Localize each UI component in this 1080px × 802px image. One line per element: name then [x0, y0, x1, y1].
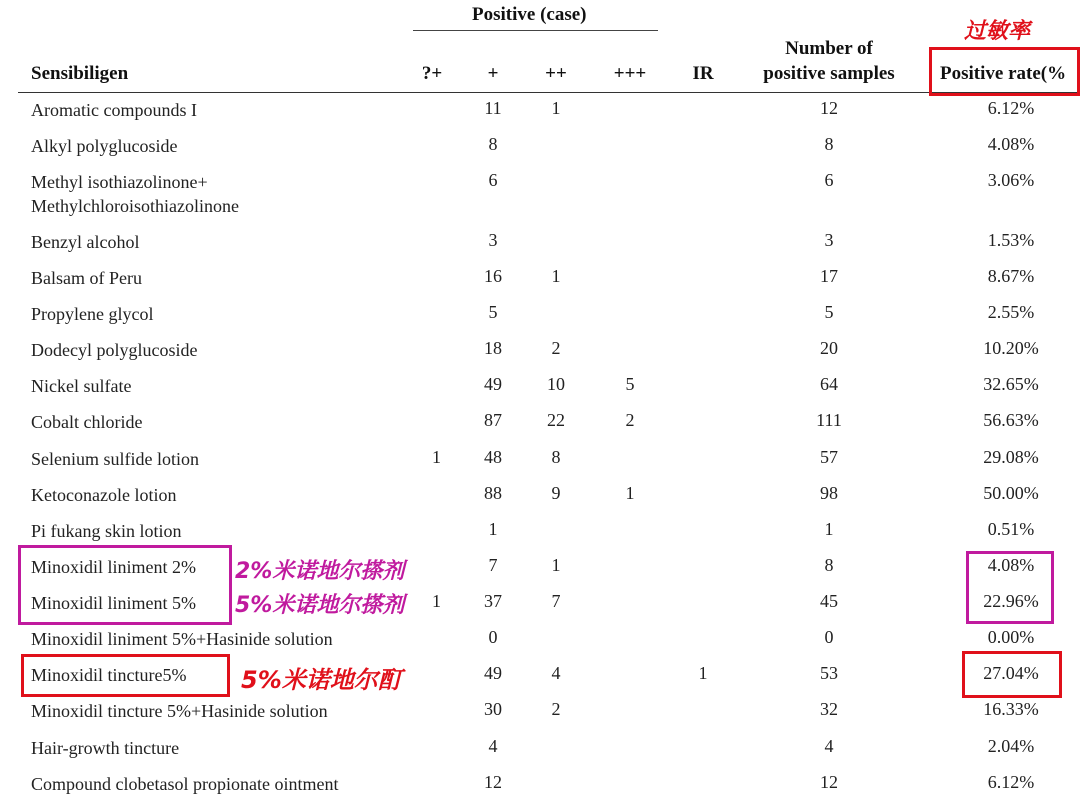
table-row: [0, 128, 1080, 164]
ir-column-header: IR: [692, 63, 714, 84]
p1-cell: 7: [488, 555, 498, 575]
sensibiligen-name-line: Ketoconazole lotion: [31, 485, 177, 505]
rate-cell: 29.08%: [983, 447, 1039, 467]
table-row: [0, 92, 1080, 128]
sensibiligen-name-line: Hair-growth tincture: [31, 738, 180, 758]
p2-cell: 2: [551, 699, 561, 719]
sensibiligen-name: [31, 736, 179, 760]
table-row: [0, 621, 1080, 657]
table-row: [0, 332, 1080, 368]
rate-cell: 10.20%: [983, 338, 1039, 358]
p1-cell: 5: [488, 302, 498, 322]
rate-cell: 0.00%: [987, 627, 1035, 647]
table-row: [0, 368, 1080, 404]
sensibiligen-name-line2: Methylchloroisothiazolinone: [31, 196, 239, 216]
n-cell: 57: [820, 447, 838, 467]
number-header-line2: positive samples: [763, 63, 895, 84]
sensibiligen-name-line: Selenium sulfide lotion: [31, 449, 199, 469]
p3-cell: 2: [625, 410, 635, 430]
sensibiligen-name: [31, 483, 176, 507]
sensibiligen-name: [31, 266, 142, 290]
n-cell: 1: [824, 519, 834, 539]
n-cell: 12: [820, 98, 838, 118]
rate-cell: 2.55%: [987, 302, 1035, 322]
p1-cell: 11: [484, 98, 502, 118]
liniment-2-annotation: 2%米诺地尔搽剂: [235, 559, 405, 584]
table-row: [0, 730, 1080, 766]
sensibiligen-name-line: Pi fukang skin lotion: [31, 521, 182, 541]
p1-cell: 87: [484, 410, 502, 430]
sensibiligen-name: [31, 170, 239, 218]
p1-cell: 3: [488, 230, 498, 250]
table-row: [0, 296, 1080, 332]
rate-cell: 0.51%: [987, 519, 1035, 539]
sensibiligen-name: [31, 519, 182, 543]
p1-cell: 49: [484, 374, 502, 394]
rate-cell: 3.06%: [987, 170, 1035, 190]
p1-cell: 4: [488, 736, 498, 756]
p2-cell: 9: [551, 483, 561, 503]
p2-cell: 7: [551, 591, 561, 611]
tincture-rate-highlight-box: [962, 651, 1062, 698]
p1-cell: 12: [484, 772, 502, 792]
p3-cell: 5: [625, 374, 635, 394]
positive-rate-highlight-box: [929, 47, 1080, 96]
p2-cell: 2: [551, 338, 561, 358]
sensibiligen-name-line: Minoxidil tincture5%: [31, 665, 187, 685]
n-cell: 53: [820, 663, 838, 683]
sensibiligen-name: [31, 772, 338, 796]
sensibiligen-name: [31, 98, 197, 122]
n-cell: 64: [820, 374, 838, 394]
table-row: Minoxidil liniment 5% 1 37 7 45 22.96%: [0, 585, 1080, 621]
rate-cell: 16.33%: [983, 699, 1039, 719]
p2-cell: 10: [547, 374, 565, 394]
sensibiligen-name: [31, 302, 153, 326]
rate-cell: 6.12%: [987, 772, 1035, 792]
positive-group-underline: [413, 30, 658, 31]
sensibiligen-name-line: Minoxidil liniment 2%: [31, 557, 196, 577]
p1-cell: 88: [484, 483, 502, 503]
q-plus-column-header: ?+: [421, 63, 443, 84]
rate-cell: 2.04%: [987, 736, 1035, 756]
n-cell: 45: [820, 591, 838, 611]
n-cell: 111: [816, 410, 842, 430]
rate-cell: 27.04%: [983, 663, 1039, 683]
p1-cell: 0: [488, 627, 498, 647]
sensibiligen-name: [31, 410, 142, 434]
sensibiligen-name-line: Compound clobetasol propionate ointment: [31, 774, 339, 794]
table-row: [0, 766, 1080, 802]
n-cell: 0: [824, 627, 834, 647]
sensibiligen-name: [31, 447, 199, 471]
sensibiligen-name-line: Balsam of Peru: [31, 268, 142, 288]
sensibiligen-column-header: Sensibiligen: [31, 63, 129, 84]
p2-cell: 1: [551, 98, 561, 118]
n-cell: 6: [824, 170, 834, 190]
p1-cell: 8: [488, 134, 498, 154]
n-cell: 20: [820, 338, 838, 358]
sensibiligen-name: [31, 374, 131, 398]
p2-cell: 4: [551, 663, 561, 683]
p3-cell: 1: [625, 483, 635, 503]
p1-cell: 49: [484, 663, 502, 683]
sensibiligen-name-line: Minoxidil tincture 5%+Hasinide solution: [31, 701, 328, 721]
n-cell: 8: [824, 134, 834, 154]
plus1-column-header: +: [487, 63, 499, 84]
sensibiligen-name: [31, 699, 328, 723]
sensibiligen-name-line: Aromatic compounds I: [31, 100, 197, 120]
sensibiligen-name-line: Nickel sulfate: [31, 376, 132, 396]
tincture-highlight-box: [21, 654, 230, 697]
n-cell: 12: [820, 772, 838, 792]
sensibiligen-name-line: Propylene glycol: [31, 304, 154, 324]
n-cell: 8: [824, 555, 834, 575]
sensibiligen-name-line: Alkyl polyglucoside: [31, 136, 178, 156]
table-row: [0, 404, 1080, 440]
sensibiligen-name: [31, 230, 139, 254]
rate-cell: 6.12%: [987, 98, 1035, 118]
rate-cell: 32.65%: [983, 374, 1039, 394]
rate-cell: 8.67%: [987, 266, 1035, 286]
p2-cell: 1: [551, 266, 561, 286]
rate-cell: 4.08%: [987, 555, 1035, 575]
table-row: [0, 513, 1080, 549]
liniment-highlight-box: [18, 545, 232, 625]
table-row: [0, 164, 1080, 224]
n-cell: 98: [820, 483, 838, 503]
tincture-5-annotation: 5%米诺地尔酊: [241, 666, 402, 694]
number-header-line1: Number of: [785, 38, 873, 59]
p1-cell: 6: [488, 170, 498, 190]
n-cell: 4: [824, 736, 834, 756]
p2-cell: 8: [551, 447, 561, 467]
p2-cell: 22: [547, 410, 565, 430]
table-row: [0, 693, 1080, 729]
plus3-column-header: +++: [613, 63, 647, 84]
rate-cell: 1.53%: [987, 230, 1035, 250]
n-cell: 17: [820, 266, 838, 286]
positive-rate-column-header: Positive rate(%: [940, 63, 1067, 84]
n-cell: 5: [824, 302, 834, 322]
n-cell: 32: [820, 699, 838, 719]
p1-cell: 48: [484, 447, 502, 467]
rate-cell: 50.00%: [983, 483, 1039, 503]
rate-cell: 56.63%: [983, 410, 1039, 430]
sensibiligen-name-line: Benzyl alcohol: [31, 232, 140, 252]
p1-cell: 37: [484, 591, 502, 611]
p1-cell: 16: [484, 266, 502, 286]
sensibiligen-name-line: Minoxidil liniment 5%: [31, 593, 196, 613]
table-row: Selenium sulfide lotion 1 48 8 57 29.08%: [0, 441, 1080, 477]
p2-cell: 1: [551, 555, 561, 575]
table-row: [0, 477, 1080, 513]
sensibiligen-name: [31, 627, 333, 651]
sensibiligen-name-line: Cobalt chloride: [31, 412, 143, 432]
p1-cell: 1: [488, 519, 498, 539]
rate-cell: 4.08%: [987, 134, 1035, 154]
liniment-5-annotation: 5%米诺地尔搽剂: [235, 593, 405, 618]
sensibiligen-name-line: Dodecyl polyglucoside: [31, 340, 198, 360]
p1-cell: 18: [484, 338, 502, 358]
positive-case-group-header: Positive (case): [472, 4, 587, 25]
sensibiligen-name-line: Methyl isothiazolinone+: [31, 172, 208, 192]
sensibiligen-name: [31, 338, 197, 362]
rate-cell: 22.96%: [983, 591, 1039, 611]
sensibiligen-name: [31, 134, 178, 158]
ir-cell: 1: [698, 663, 708, 683]
allergy-rate-annotation: 过敏率: [964, 19, 1031, 44]
table-row: [0, 224, 1080, 260]
table-row: [0, 260, 1080, 296]
plus2-column-header: ++: [545, 63, 567, 84]
liniment-rate-highlight-box: [966, 551, 1054, 624]
sensibiligen-name-line: Minoxidil liniment 5%+Hasinide solution: [31, 629, 333, 649]
n-cell: 3: [824, 230, 834, 250]
p1-cell: 30: [484, 699, 502, 719]
